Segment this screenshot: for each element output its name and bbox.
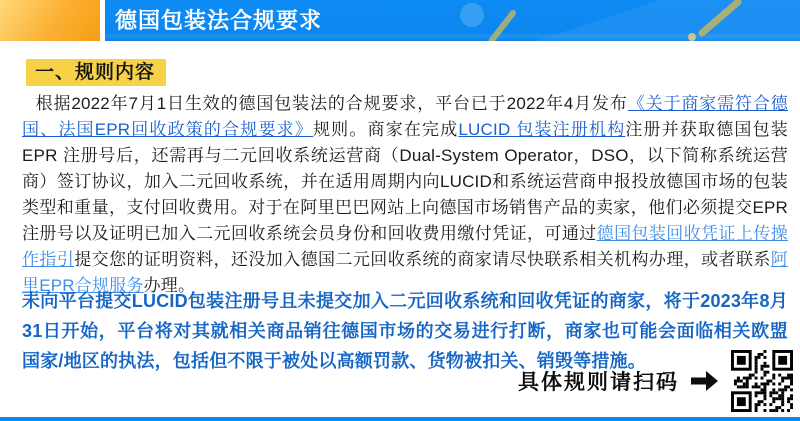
circle-decoration-icon [460, 3, 484, 27]
link-upload-guide[interactable]: 德国包装回收凭证上传操作指引 [22, 224, 788, 269]
header-bar [105, 0, 800, 41]
page-title: 德国包装法合规要求 [115, 8, 323, 33]
dot-decoration-icon [688, 33, 696, 41]
link-ali-epr-service[interactable]: 阿里EPR合规服务 [22, 250, 788, 295]
paragraph-text: 根据2022年7月1日生效的德国包装法的合规要求，平台已于2022年4月发布 [35, 94, 628, 113]
rules-paragraph [22, 91, 788, 299]
paragraph-text: 提交您的证明资料，还没加入德国二元回收系统的商家请尽快联系相关机构办理，或者联系 [74, 250, 771, 269]
arrow-right-icon [691, 370, 719, 392]
paragraph-text: 办理。 [143, 276, 196, 295]
section-heading: 一、规则内容 [26, 59, 166, 86]
paragraph-text: 注册并获取德国包装 EPR 注册号后，还需再与二元回收系统运营商（Dual-System Operator，DSO，以下简称系统运营商）签订协议，加入二元回收系统，并在适用周期内向LUCID和系统运营商申报投放德国市场的包装类型和重量，支付回收费用。对于在阿里巴巴网站上向德国市场销售产品的卖家，他们必须提交EPR注册号以及证明已加入二元回收系统会员身份和回收费用缴付凭证，可通过 [22, 120, 788, 243]
link-lucid-register[interactable]: LUCID 包装注册机构 [458, 120, 626, 139]
qr-code [731, 350, 793, 412]
warning-paragraph: 未向平台提交LUCID包装注册号且未提交加入二元回收系统和回收凭证的商家，将于2023年8月31日开始，平台将对其就相关商品销往德国市场的交易进行打断，商家也可能会面临相关欧盟国家/地区的执法，包括但不限于被处以高额罚款、货物被扣关、销毁等措施。 [22, 291, 788, 371]
paragraph-text: 规则。商家在完成 [313, 120, 459, 139]
qr-cta-label: 具体规则请扫码 [518, 371, 679, 394]
qr-cta-row [518, 350, 793, 412]
diagonal-line-icon [492, 13, 513, 40]
header-accent-block [0, 0, 100, 41]
link-epr-policy-rule[interactable]: 《关于商家需符合德国、法国EPR回收政策的合规要求》 [22, 94, 788, 139]
bottom-accent-bar [0, 417, 800, 421]
